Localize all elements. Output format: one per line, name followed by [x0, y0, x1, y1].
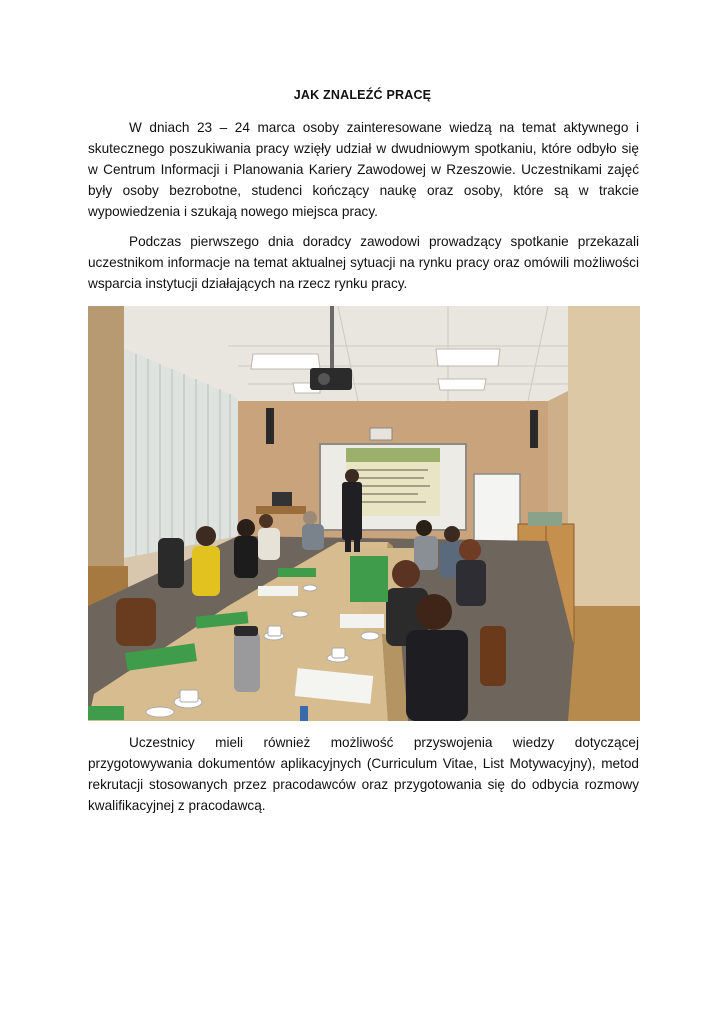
flipchart [474, 474, 520, 542]
meeting-photo [88, 306, 640, 721]
ceiling-light [436, 349, 500, 366]
paragraph-intro: W dniach 23 – 24 marca osoby zainteresowane wiedzą na temat aktywnego i skutecznego poszukiwania pracy wzięły udział w dwudniowym spotkaniu, które odbyło się w Centrum Informacji i Planowania Kariery Zawodowej w Rzeszowie. Uczestnikami zajęć były osoby bezrobotne, studenci kończący naukę oraz osoby, które są w trakcie wypowiedzenia i szukają nowego miejsca pracy. [88, 120, 639, 219]
paper-sheet [340, 614, 384, 628]
paragraph-documents: Uczestnicy mieli również możliwość przyswojenia wiedzy dotyczącej przygotowywania dokumentów aplikacyjnych (Curriculum Vitae, List Motywacyjny), metod rekrutacji stosowanych przez pracodawców oraz przygotowania się do odbycia rozmowy kwalifikacyjnej z pracodawcą. [88, 735, 639, 813]
green-folder [278, 568, 316, 577]
document-title: JAK ZNALEŹĆ PRACĘ [293, 88, 432, 102]
thermos-jug [234, 626, 260, 692]
green-folder [350, 556, 388, 602]
left-wall [88, 306, 124, 581]
ceiling-light [438, 379, 486, 390]
ceiling-light [251, 354, 320, 369]
paper-sheet [258, 586, 298, 596]
green-folder [88, 706, 124, 720]
paragraph-first-day: Podczas pierwszego dnia doradcy zawodowi prowadzący spotkanie przekazali uczestnikom informacje na temat aktualnej sytuacji na rynku pracy oraz omówili możliwości wsparcia instytucji działających na rzecz rynku pracy. [88, 234, 639, 291]
